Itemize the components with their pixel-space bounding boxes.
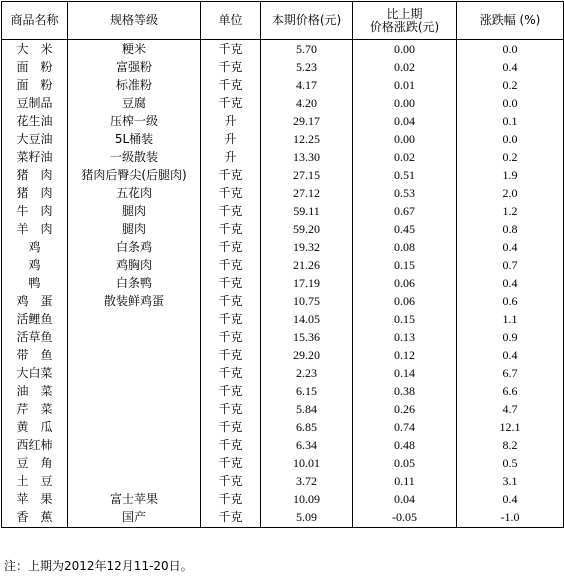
cell-price: 6.85 — [261, 418, 353, 436]
cell-spec: 鸡胸肉 — [68, 256, 201, 274]
cell-pct: 1.9 — [457, 166, 564, 184]
header-pct: 涨跌幅 (%) — [457, 2, 564, 40]
cell-name: 面 粉 — [2, 58, 68, 76]
cell-spec: 腿肉 — [68, 220, 201, 238]
cell-change: 0.11 — [353, 472, 457, 490]
table-row — [2, 94, 564, 112]
cell-price: 5.70 — [261, 40, 353, 59]
cell-change: 0.67 — [353, 202, 457, 220]
cell-name: 鸭 — [2, 274, 68, 292]
cell-pct: 8.2 — [457, 436, 564, 454]
cell-price: 12.25 — [261, 130, 353, 148]
cell-spec — [68, 364, 201, 382]
cell-spec — [68, 310, 201, 328]
cell-change: 0.06 — [353, 292, 457, 310]
cell-spec: 5L桶装 — [68, 130, 201, 148]
cell-pct: 12.1 — [457, 418, 564, 436]
cell-name: 花生油 — [2, 112, 68, 130]
cell-spec — [68, 382, 201, 400]
cell-unit: 千克 — [201, 220, 261, 238]
cell-pct: 1.1 — [457, 310, 564, 328]
cell-pct: 3.1 — [457, 472, 564, 490]
cell-name: 鸡 — [2, 238, 68, 256]
cell-name: 黄 瓜 — [2, 418, 68, 436]
cell-spec: 散装鲜鸡蛋 — [68, 292, 201, 310]
cell-pct: 0.0 — [457, 40, 564, 59]
cell-change: 0.04 — [353, 490, 457, 508]
cell-price: 3.72 — [261, 472, 353, 490]
cell-unit: 千克 — [201, 490, 261, 508]
cell-change: 0.00 — [353, 94, 457, 112]
table-body — [2, 40, 564, 528]
cell-change: 0.26 — [353, 400, 457, 418]
cell-pct: 0.8 — [457, 220, 564, 238]
cell-pct: 0.2 — [457, 76, 564, 94]
cell-name: 菜籽油 — [2, 148, 68, 166]
cell-unit: 千克 — [201, 256, 261, 274]
cell-spec: 白条鸡 — [68, 238, 201, 256]
cell-change: 0.48 — [353, 436, 457, 454]
table-row — [2, 40, 564, 59]
cell-spec: 一级散装 — [68, 148, 201, 166]
cell-pct: 6.6 — [457, 382, 564, 400]
cell-price: 59.20 — [261, 220, 353, 238]
table-row — [2, 148, 564, 166]
header-spec: 规格等级 — [68, 2, 201, 40]
cell-change: 0.38 — [353, 382, 457, 400]
cell-unit: 千克 — [201, 346, 261, 364]
cell-change: 0.15 — [353, 310, 457, 328]
cell-spec — [68, 346, 201, 364]
cell-name: 鸡 蛋 — [2, 292, 68, 310]
cell-unit: 千克 — [201, 238, 261, 256]
cell-change: 0.12 — [353, 346, 457, 364]
header-price: 本期价格(元) — [261, 2, 353, 40]
cell-unit: 千克 — [201, 40, 261, 59]
footnote: 注：上期为2012年12月11-20日。 — [4, 559, 193, 573]
cell-price: 10.01 — [261, 454, 353, 472]
cell-pct: 0.1 — [457, 112, 564, 130]
cell-spec: 压榨一级 — [68, 112, 201, 130]
table-row — [2, 436, 564, 454]
table-row — [2, 58, 564, 76]
table-row — [2, 490, 564, 508]
cell-name: 土 豆 — [2, 472, 68, 490]
table-row — [2, 328, 564, 346]
cell-unit: 千克 — [201, 184, 261, 202]
cell-price: 13.30 — [261, 148, 353, 166]
cell-spec: 富强粉 — [68, 58, 201, 76]
cell-price: 10.09 — [261, 490, 353, 508]
cell-name: 大豆油 — [2, 130, 68, 148]
cell-price: 29.20 — [261, 346, 353, 364]
cell-name: 大 米 — [2, 40, 68, 59]
cell-price: 21.26 — [261, 256, 353, 274]
table-row — [2, 112, 564, 130]
cell-pct: 0.0 — [457, 94, 564, 112]
cell-name: 活草鱼 — [2, 328, 68, 346]
cell-change: 0.05 — [353, 454, 457, 472]
cell-name: 活鲤鱼 — [2, 310, 68, 328]
cell-pct: 1.2 — [457, 202, 564, 220]
cell-pct: 0.2 — [457, 148, 564, 166]
cell-unit: 千克 — [201, 328, 261, 346]
table-row — [2, 292, 564, 310]
cell-unit: 千克 — [201, 400, 261, 418]
cell-price: 29.17 — [261, 112, 353, 130]
cell-pct: 0.5 — [457, 454, 564, 472]
cell-spec: 豆腐 — [68, 94, 201, 112]
cell-change: 0.13 — [353, 328, 457, 346]
table-row — [2, 130, 564, 148]
cell-price: 59.11 — [261, 202, 353, 220]
cell-unit: 千克 — [201, 310, 261, 328]
cell-pct: 0.4 — [457, 238, 564, 256]
cell-name: 香 蕉 — [2, 508, 68, 528]
cell-spec: 猪肉后臀尖(后腿肉) — [68, 166, 201, 184]
cell-spec: 五花肉 — [68, 184, 201, 202]
cell-change: 0.02 — [353, 148, 457, 166]
cell-price: 27.15 — [261, 166, 353, 184]
cell-spec — [68, 454, 201, 472]
cell-name: 猪 肉 — [2, 184, 68, 202]
table-row — [2, 364, 564, 382]
cell-unit: 千克 — [201, 508, 261, 528]
cell-price: 4.20 — [261, 94, 353, 112]
cell-unit: 升 — [201, 148, 261, 166]
cell-change: 0.06 — [353, 274, 457, 292]
cell-change: 0.02 — [353, 58, 457, 76]
table-row — [2, 472, 564, 490]
cell-unit: 千克 — [201, 58, 261, 76]
cell-unit: 千克 — [201, 292, 261, 310]
cell-price: 4.17 — [261, 76, 353, 94]
cell-change: 0.53 — [353, 184, 457, 202]
cell-pct: 2.0 — [457, 184, 564, 202]
cell-name: 面 粉 — [2, 76, 68, 94]
cell-name: 芹 菜 — [2, 400, 68, 418]
table-row — [2, 166, 564, 184]
cell-spec — [68, 328, 201, 346]
cell-name: 大白菜 — [2, 364, 68, 382]
cell-change: 0.04 — [353, 112, 457, 130]
cell-pct: 4.7 — [457, 400, 564, 418]
cell-pct: 6.7 — [457, 364, 564, 382]
header-change-line2: 价格涨跌(元) — [369, 19, 440, 34]
cell-name: 苹 果 — [2, 490, 68, 508]
cell-pct: 0.0 — [457, 130, 564, 148]
cell-unit: 升 — [201, 112, 261, 130]
cell-spec: 富士苹果 — [68, 490, 201, 508]
cell-price: 10.75 — [261, 292, 353, 310]
cell-unit: 千克 — [201, 436, 261, 454]
cell-change: 0.00 — [353, 130, 457, 148]
cell-change: 0.01 — [353, 76, 457, 94]
cell-spec — [68, 436, 201, 454]
cell-pct: 0.9 — [457, 328, 564, 346]
table-row — [2, 400, 564, 418]
cell-price: 27.12 — [261, 184, 353, 202]
cell-name: 鸡 — [2, 256, 68, 274]
table-row — [2, 238, 564, 256]
table-row — [2, 508, 564, 528]
cell-price: 2.23 — [261, 364, 353, 382]
cell-pct: 0.4 — [457, 346, 564, 364]
table-row — [2, 274, 564, 292]
cell-unit: 千克 — [201, 166, 261, 184]
cell-change: 0.15 — [353, 256, 457, 274]
table-row — [2, 76, 564, 94]
table-row — [2, 256, 564, 274]
cell-unit: 千克 — [201, 94, 261, 112]
table-row — [2, 184, 564, 202]
header-row — [2, 2, 564, 40]
table-row — [2, 220, 564, 238]
header-change — [353, 2, 457, 40]
table-row — [2, 346, 564, 364]
cell-change: -0.05 — [353, 508, 457, 528]
price-table-container — [1, 1, 563, 528]
table-row — [2, 310, 564, 328]
cell-change: 0.74 — [353, 418, 457, 436]
cell-change: 0.14 — [353, 364, 457, 382]
cell-change: 0.45 — [353, 220, 457, 238]
cell-unit: 千克 — [201, 364, 261, 382]
cell-spec: 国产 — [68, 508, 201, 528]
cell-pct: 0.4 — [457, 490, 564, 508]
cell-price: 6.34 — [261, 436, 353, 454]
cell-spec — [68, 400, 201, 418]
cell-spec: 白条鸭 — [68, 274, 201, 292]
cell-unit: 升 — [201, 130, 261, 148]
cell-price: 6.15 — [261, 382, 353, 400]
cell-pct: 0.4 — [457, 58, 564, 76]
price-table — [1, 1, 564, 528]
cell-name: 西红柿 — [2, 436, 68, 454]
cell-pct: 0.7 — [457, 256, 564, 274]
cell-unit: 千克 — [201, 454, 261, 472]
table-row — [2, 418, 564, 436]
cell-price: 14.05 — [261, 310, 353, 328]
cell-spec: 标准粉 — [68, 76, 201, 94]
header-unit: 单位 — [201, 2, 261, 40]
cell-name: 豆 角 — [2, 454, 68, 472]
cell-price: 19.32 — [261, 238, 353, 256]
cell-price: 15.36 — [261, 328, 353, 346]
cell-price: 5.09 — [261, 508, 353, 528]
cell-name: 牛 肉 — [2, 202, 68, 220]
cell-change: 0.00 — [353, 40, 457, 59]
cell-pct: 0.4 — [457, 274, 564, 292]
cell-unit: 千克 — [201, 472, 261, 490]
cell-pct: 0.6 — [457, 292, 564, 310]
cell-spec: 腿肉 — [68, 202, 201, 220]
cell-spec: 粳米 — [68, 40, 201, 59]
cell-unit: 千克 — [201, 418, 261, 436]
cell-spec — [68, 472, 201, 490]
cell-price: 17.19 — [261, 274, 353, 292]
cell-name: 豆制品 — [2, 94, 68, 112]
cell-price: 5.84 — [261, 400, 353, 418]
cell-name: 油 菜 — [2, 382, 68, 400]
table-row — [2, 454, 564, 472]
header-name: 商品名称 — [2, 2, 68, 40]
cell-pct: -1.0 — [457, 508, 564, 528]
cell-change: 0.51 — [353, 166, 457, 184]
header-change-line1: 比上期 — [386, 6, 423, 21]
cell-unit: 千克 — [201, 382, 261, 400]
cell-name: 羊 肉 — [2, 220, 68, 238]
cell-change: 0.08 — [353, 238, 457, 256]
cell-name: 猪 肉 — [2, 166, 68, 184]
table-row — [2, 202, 564, 220]
cell-unit: 千克 — [201, 202, 261, 220]
cell-price: 5.23 — [261, 58, 353, 76]
table-row — [2, 382, 564, 400]
cell-spec — [68, 418, 201, 436]
cell-unit: 千克 — [201, 76, 261, 94]
cell-unit: 千克 — [201, 274, 261, 292]
cell-name: 带 鱼 — [2, 346, 68, 364]
